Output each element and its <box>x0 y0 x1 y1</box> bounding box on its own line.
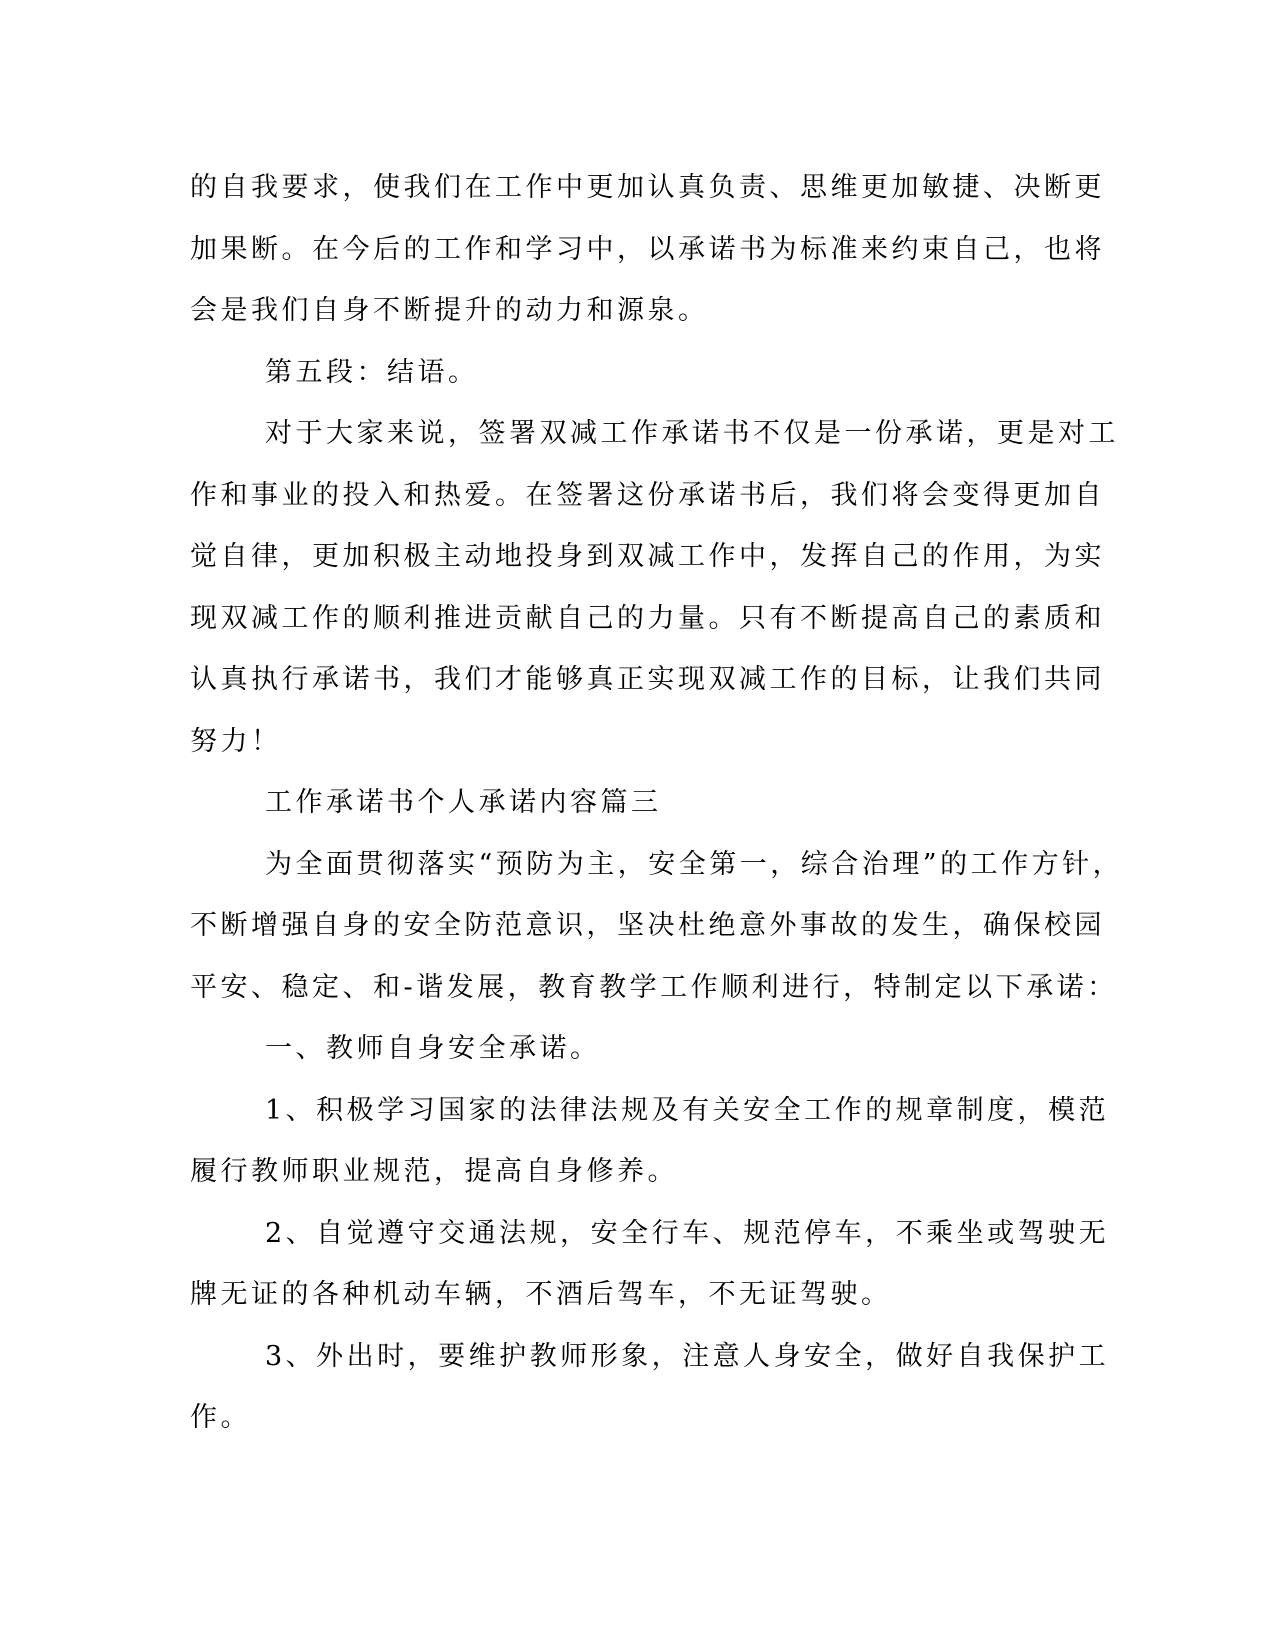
text-line: 1、积极学习国家的法律法规及有关安全工作的规章制度，模范 <box>265 1094 1110 1126</box>
text-line: 3、外出时，要维护教师形象，注意人身安全，做好自我保护工 <box>265 1340 1110 1372</box>
text-line: 会是我们自身不断提升的动力和源泉。 <box>190 295 709 326</box>
article-heading-part-three <box>190 772 1090 834</box>
paragraph-safety-policy <box>190 834 1124 1019</box>
text-line: 履行教师职业规范，提高自身修养。 <box>190 1156 678 1187</box>
text-line: 觉自律，更加积极主动地投身到双减工作中，发挥自己的作用，为实 <box>190 541 1105 572</box>
text-line: 牌无证的各种机动车辆，不酒后驾车，不无证驾驶。 <box>190 1279 892 1310</box>
text-line: 2、自觉遵守交通法规，安全行车、规范停车，不乘坐或驾驶无 <box>265 1217 1110 1249</box>
text-line: 的自我要求，使我们在工作中更加认真负责、思维更加敏捷、决断更 <box>190 172 1105 203</box>
text-line: 不断增强自身的安全防范意识，坚决杜绝意外事故的发生，确保校园 <box>190 910 1105 941</box>
text-line: 现双减工作的顺利推进贡献自己的力量。只有不断提高自己的素质和 <box>190 602 1105 634</box>
text-line: 努力！ <box>190 725 282 757</box>
text-line: 加果断。在今后的工作和学习中，以承诺书为标准来约束自己，也将 <box>190 233 1105 265</box>
paragraph-conclusion <box>190 403 1119 772</box>
text-line: 认真执行承诺书，我们才能够真正实现双减工作的目标，让我们共同 <box>190 664 1105 695</box>
section-heading-teacher-safety <box>190 1018 1090 1080</box>
list-item-1 <box>190 1080 1110 1203</box>
text-line: 工作承诺书个人承诺内容篇三 <box>265 787 662 818</box>
list-item-3 <box>190 1326 1110 1449</box>
text-line: 为全面贯彻落实“预防为主，安全第一，综合治理”的工作方针， <box>265 848 1124 880</box>
document-body <box>190 157 1124 1449</box>
list-item-2 <box>190 1203 1110 1326</box>
text-line: 第五段：结语。 <box>265 356 479 388</box>
section-heading-conclusion <box>190 342 1090 404</box>
text-line: 平安、稳定、和-谐发展，教育教学工作顺利进行，特制定以下承诺： <box>190 971 1118 1003</box>
paragraph-self-requirement <box>190 157 1105 342</box>
text-line: 作和事业的投入和热爱。在签署这份承诺书后，我们将会变得更加自 <box>190 479 1105 511</box>
text-line: 对于大家来说，签署双减工作承诺书不仅是一份承诺，更是对工 <box>265 418 1119 449</box>
text-line: 作。 <box>190 1402 251 1433</box>
text-line: 一、教师自身安全承诺。 <box>265 1033 601 1064</box>
